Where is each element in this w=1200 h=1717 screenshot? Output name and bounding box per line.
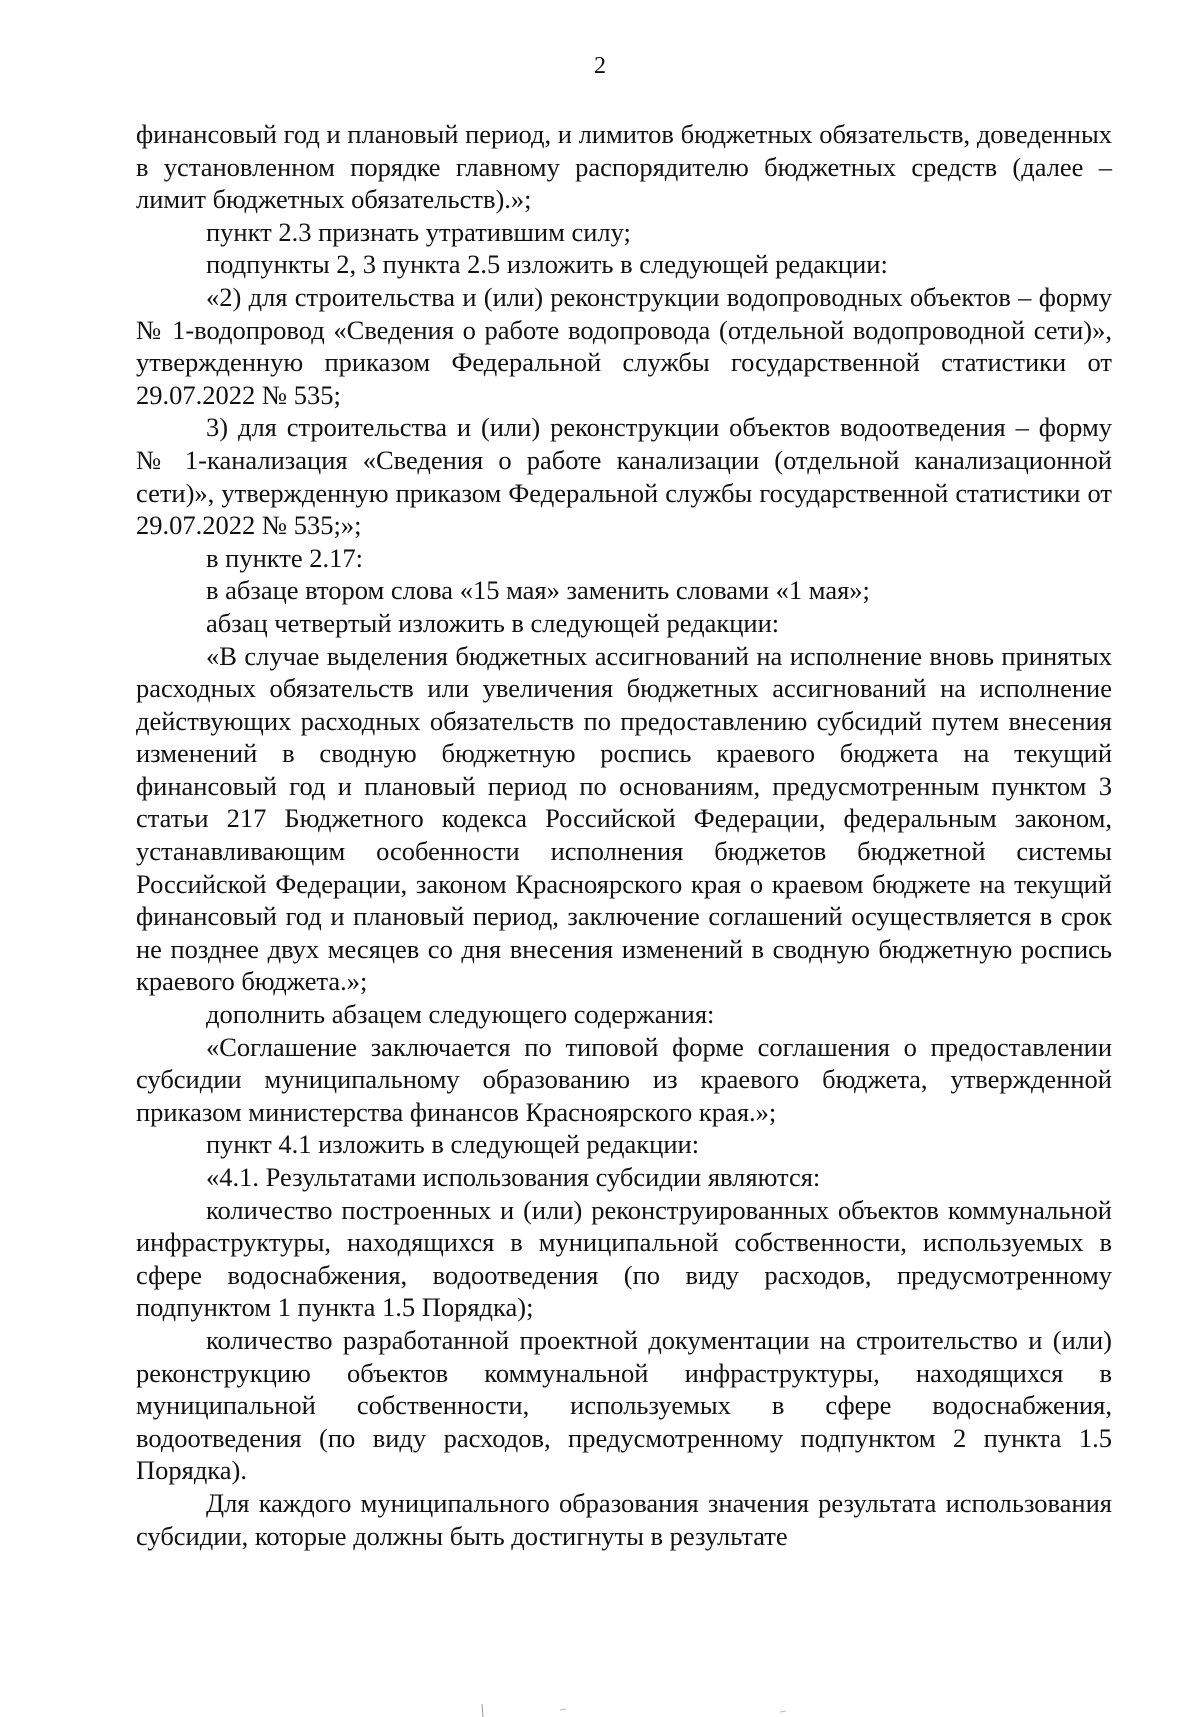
- paragraph: «4.1. Результатами использования субсидии являются:: [206, 1162, 821, 1192]
- paragraph: Для каждого муниципального образования значения результата использования субсидии, которые должны быть достигнуты в результате: [136, 1487, 1112, 1551]
- paragraph: количество разработанной проектной документации на строительство и (или) реконструкцию объектов коммунальной инфраструктуры, находящихся в муниципальной собственности, используемых в сфере водоснабжения, водоотведения (по виду расходов, предусмотренному подпунктом 2 пункта 1.5 Порядка).: [136, 1324, 1112, 1486]
- paragraph: пункт 2.3 признать утратившим силу;: [206, 216, 631, 247]
- paragraph: подпункты 2, 3 пункта 2.5 изложить в следующей редакции:: [206, 249, 888, 280]
- paragraph: в абзаце втором слова «15 мая» заменить словами «1 мая»;: [206, 575, 870, 606]
- paragraph-continuation: финансовый год и плановый период, и лимитов бюджетных обязательств, доведенных в установленном порядке главному распорядителю бюджетных средств (далее – лимит бюджетных обязательств).»;: [136, 119, 1112, 215]
- paragraph: в пункте 2.17:: [206, 542, 363, 573]
- document-body: [136, 118, 1112, 1552]
- paragraph: «В случае выделения бюджетных ассигнований на исполнение вновь принятых расходных обязательств или увеличения бюджетных ассигнований на исполнение действующих расходных обязательств по предоставлению субсидий путем внесения изменений в сводную бюджетную роспись краевого бюджета на текущий финансовый год и плановый период по основаниям, предусмотренным пунктом 3 статьи 217 Бюджетного кодекса Российской Федерации, федеральным законом, устанавливающим особенности исполнения бюджетов бюджетной системы Российской Федерации, законом Красноярского края о краевом бюджете на текущий финансовый год и плановый период, заключение соглашений осуществляется в срок не позднее двух месяцев со дня внесения изменений в сводную бюджетную роспись краевого бюджета.»;: [136, 640, 1112, 997]
- paragraph: «Соглашение заключается по типовой форме соглашения о предоставлении субсидии муниципальному образованию из краевого бюджета, утвержденной приказом министерства финансов Красноярского края.»;: [136, 1031, 1112, 1127]
- paragraph: дополнить абзацем следующего содержания:: [206, 999, 715, 1030]
- paragraph: количество построенных и (или) реконструированных объектов коммунальной инфраструктуры, находящихся в муниципальной собственности, используемых в сфере водоснабжения, водоотведения (по виду расходов, предусмотренному подпунктом 1 пункта 1.5 Порядка);: [136, 1194, 1112, 1323]
- paragraph: абзац четвертый изложить в следующей редакции:: [206, 607, 780, 638]
- paragraph: пункт 4.1 изложить в следующей редакции:: [206, 1129, 700, 1160]
- paragraph: 3) для строительства и (или) реконструкции объектов водоотведения – форму № 1-канализация «Сведения о работе канализации (отдельной канализационной сети)», утвержденную приказом Федеральной службы государственной статистики от 29.07.2022 № 535;»;: [136, 412, 1112, 541]
- paragraph: «2) для строительства и (или) реконструкции водопроводных объектов – форму № 1-водопровод «Сведения о работе водопровода (отдельной водопроводной сети)», утвержденную приказом Федеральной службы государственной статистики от 29.07.2022 № 535;: [136, 281, 1112, 410]
- scan-artifact: [480, 1700, 960, 1717]
- page-number: 2: [594, 53, 606, 79]
